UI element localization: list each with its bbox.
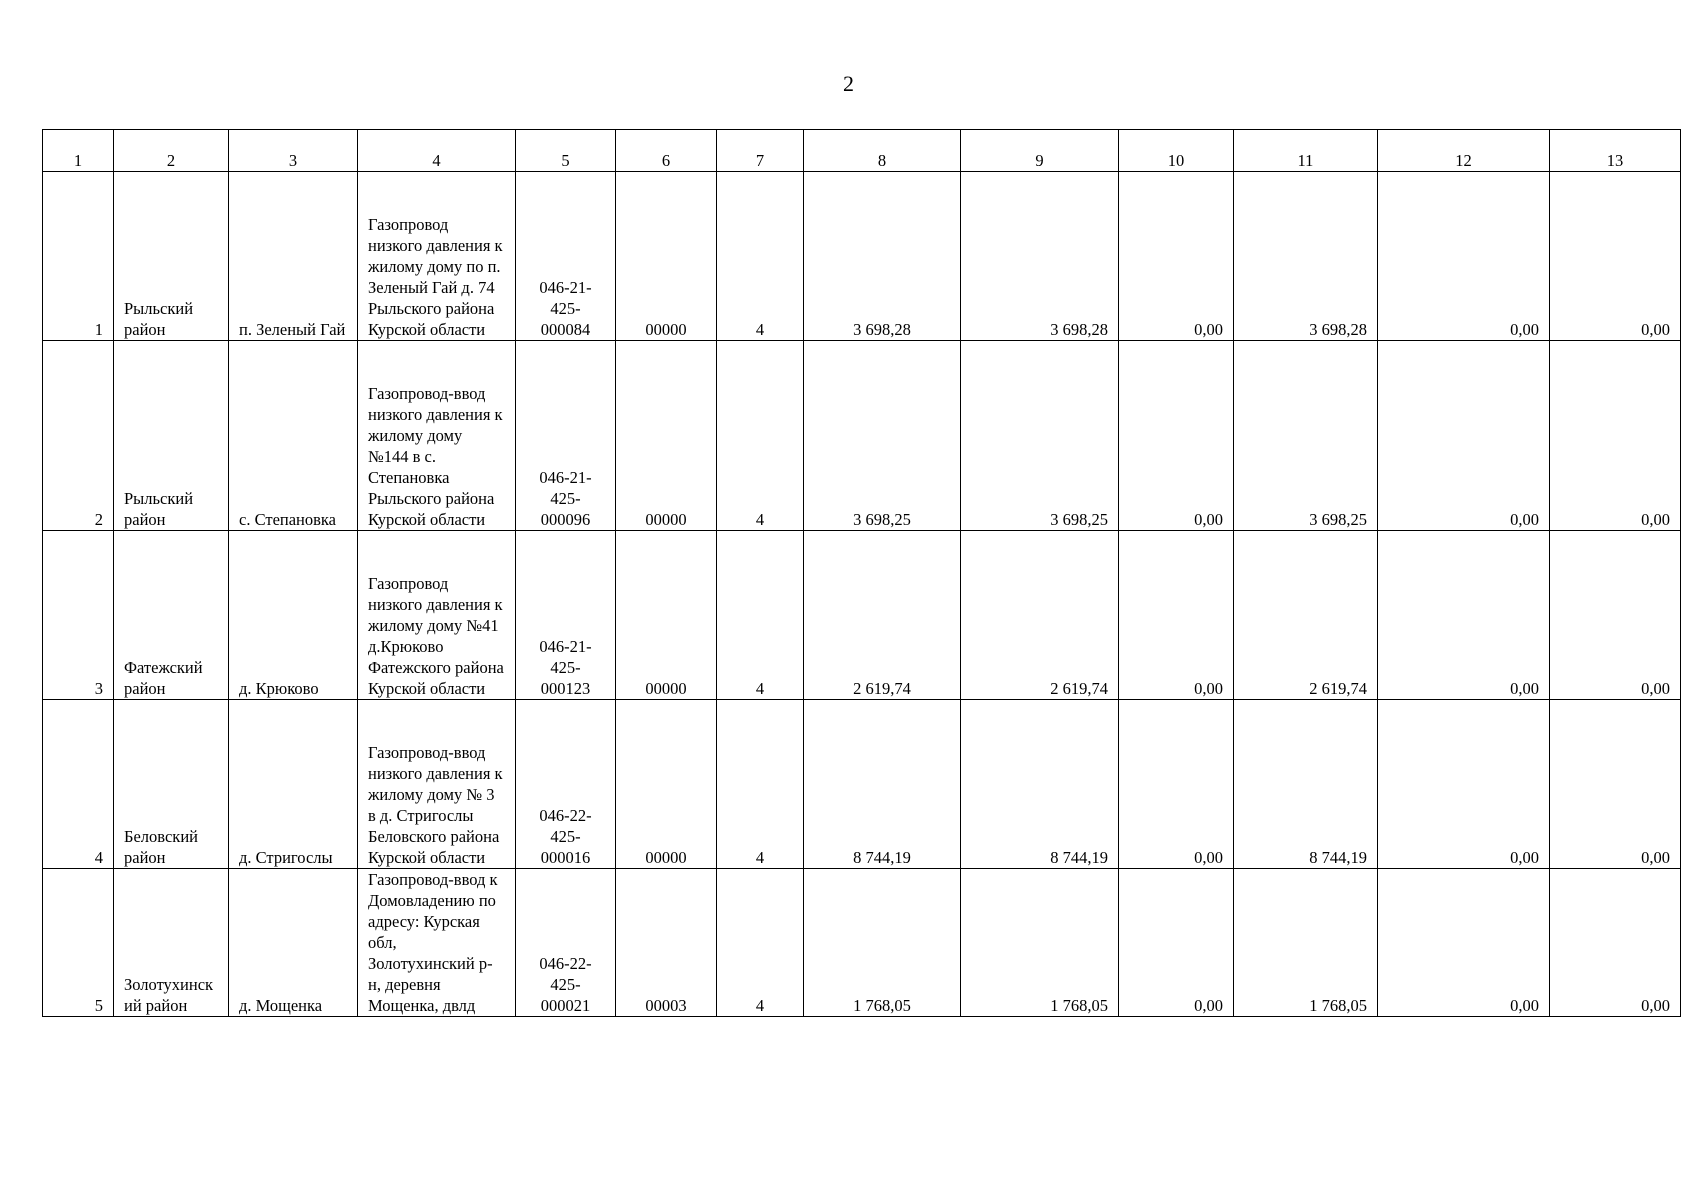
value-col12: 0,00	[1378, 531, 1550, 700]
value-col10: 0,00	[1119, 700, 1234, 869]
value-col12: 0,00	[1378, 700, 1550, 869]
description-text: Газопровод низкого давления к жилому дому №41 д.Крюково Фатежского района Курской области	[368, 574, 504, 698]
row-index: 2	[43, 341, 114, 531]
column-header: 4	[358, 130, 516, 172]
description-text: Газопровод-ввод низкого давления к жилому дому №144 в с. Степановка Рыльского района Курской области	[368, 384, 503, 529]
value-col12: 0,00	[1378, 172, 1550, 341]
description-cell	[358, 341, 516, 531]
value-col8: 2 619,74	[804, 531, 961, 700]
value-col10: 0,00	[1119, 172, 1234, 341]
table-row	[43, 341, 1681, 531]
group-cell: 4	[717, 531, 804, 700]
settlement-cell: д. Мощенка	[229, 869, 358, 1017]
column-header: 3	[229, 130, 358, 172]
group-cell: 4	[717, 341, 804, 531]
district-cell: Фатежский район	[114, 531, 229, 700]
value-col9: 2 619,74	[961, 531, 1119, 700]
value-col12: 0,00	[1378, 869, 1550, 1017]
object-number-cell: 046-22-425-000016	[516, 700, 616, 869]
row-index: 1	[43, 172, 114, 341]
value-col13: 0,00	[1550, 531, 1681, 700]
column-header: 6	[616, 130, 717, 172]
code-cell: 00003	[616, 869, 717, 1017]
row-index: 3	[43, 531, 114, 700]
table-row	[43, 531, 1681, 700]
page-number: 2	[843, 71, 854, 96]
group-cell: 4	[717, 700, 804, 869]
value-col11: 2 619,74	[1234, 531, 1378, 700]
value-col8: 3 698,28	[804, 172, 961, 341]
district-cell: Рыльский район	[114, 172, 229, 341]
settlement-cell: с. Степановка	[229, 341, 358, 531]
value-col13: 0,00	[1550, 341, 1681, 531]
value-col11: 8 744,19	[1234, 700, 1378, 869]
value-col10: 0,00	[1119, 531, 1234, 700]
settlement-cell: д. Крюково	[229, 531, 358, 700]
group-cell: 4	[717, 869, 804, 1017]
value-col8: 1 768,05	[804, 869, 961, 1017]
description-cell	[358, 869, 516, 1017]
value-col13: 0,00	[1550, 869, 1681, 1017]
column-header: 13	[1550, 130, 1681, 172]
column-header: 12	[1378, 130, 1550, 172]
code-cell: 00000	[616, 341, 717, 531]
column-header: 11	[1234, 130, 1378, 172]
column-header: 5	[516, 130, 616, 172]
description-text: Газопровод-ввод низкого давления к жилому дому № 3 в д. Стригослы Беловского района Курской области	[368, 743, 503, 867]
row-index: 4	[43, 700, 114, 869]
column-header: 8	[804, 130, 961, 172]
value-col13: 0,00	[1550, 172, 1681, 341]
description-cell	[358, 531, 516, 700]
table-row	[43, 700, 1681, 869]
value-col8: 3 698,25	[804, 341, 961, 531]
group-cell: 4	[717, 172, 804, 341]
description-cell	[358, 172, 516, 341]
settlement-cell: п. Зеленый Гай	[229, 172, 358, 341]
object-number-cell: 046-22-425-000021	[516, 869, 616, 1017]
value-col9: 3 698,28	[961, 172, 1119, 341]
column-header: 10	[1119, 130, 1234, 172]
value-col9: 1 768,05	[961, 869, 1119, 1017]
object-number-cell: 046-21-425-000123	[516, 531, 616, 700]
value-col11: 3 698,28	[1234, 172, 1378, 341]
value-col9: 3 698,25	[961, 341, 1119, 531]
value-col10: 0,00	[1119, 869, 1234, 1017]
district-cell: Золотухинский район	[114, 869, 229, 1017]
code-cell: 00000	[616, 700, 717, 869]
header-row	[43, 130, 1681, 172]
object-number-cell: 046-21-425-000084	[516, 172, 616, 341]
value-col11: 1 768,05	[1234, 869, 1378, 1017]
column-header: 1	[43, 130, 114, 172]
value-col11: 3 698,25	[1234, 341, 1378, 531]
value-col13: 0,00	[1550, 700, 1681, 869]
description-text: Газопровод низкого давления к жилому дому по п. Зеленый Гай д. 74 Рыльского района Курской области	[368, 215, 503, 339]
object-number-cell: 046-21-425-000096	[516, 341, 616, 531]
value-col9: 8 744,19	[961, 700, 1119, 869]
value-col8: 8 744,19	[804, 700, 961, 869]
settlement-cell: д. Стригослы	[229, 700, 358, 869]
table-row	[43, 869, 1681, 1017]
column-header: 9	[961, 130, 1119, 172]
value-col12: 0,00	[1378, 341, 1550, 531]
district-cell: Рыльский район	[114, 341, 229, 531]
district-cell: Беловский район	[114, 700, 229, 869]
code-cell: 00000	[616, 172, 717, 341]
column-header: 2	[114, 130, 229, 172]
register-table	[42, 129, 1681, 1017]
value-col10: 0,00	[1119, 341, 1234, 531]
table-row	[43, 172, 1681, 341]
description-cell	[358, 700, 516, 869]
column-header: 7	[717, 130, 804, 172]
code-cell: 00000	[616, 531, 717, 700]
row-index: 5	[43, 869, 114, 1017]
description-text: Газопровод-ввод к Домовладению по адресу: Курская обл, Золотухинский р-н, деревня Мощенка, двлд	[368, 870, 498, 1015]
